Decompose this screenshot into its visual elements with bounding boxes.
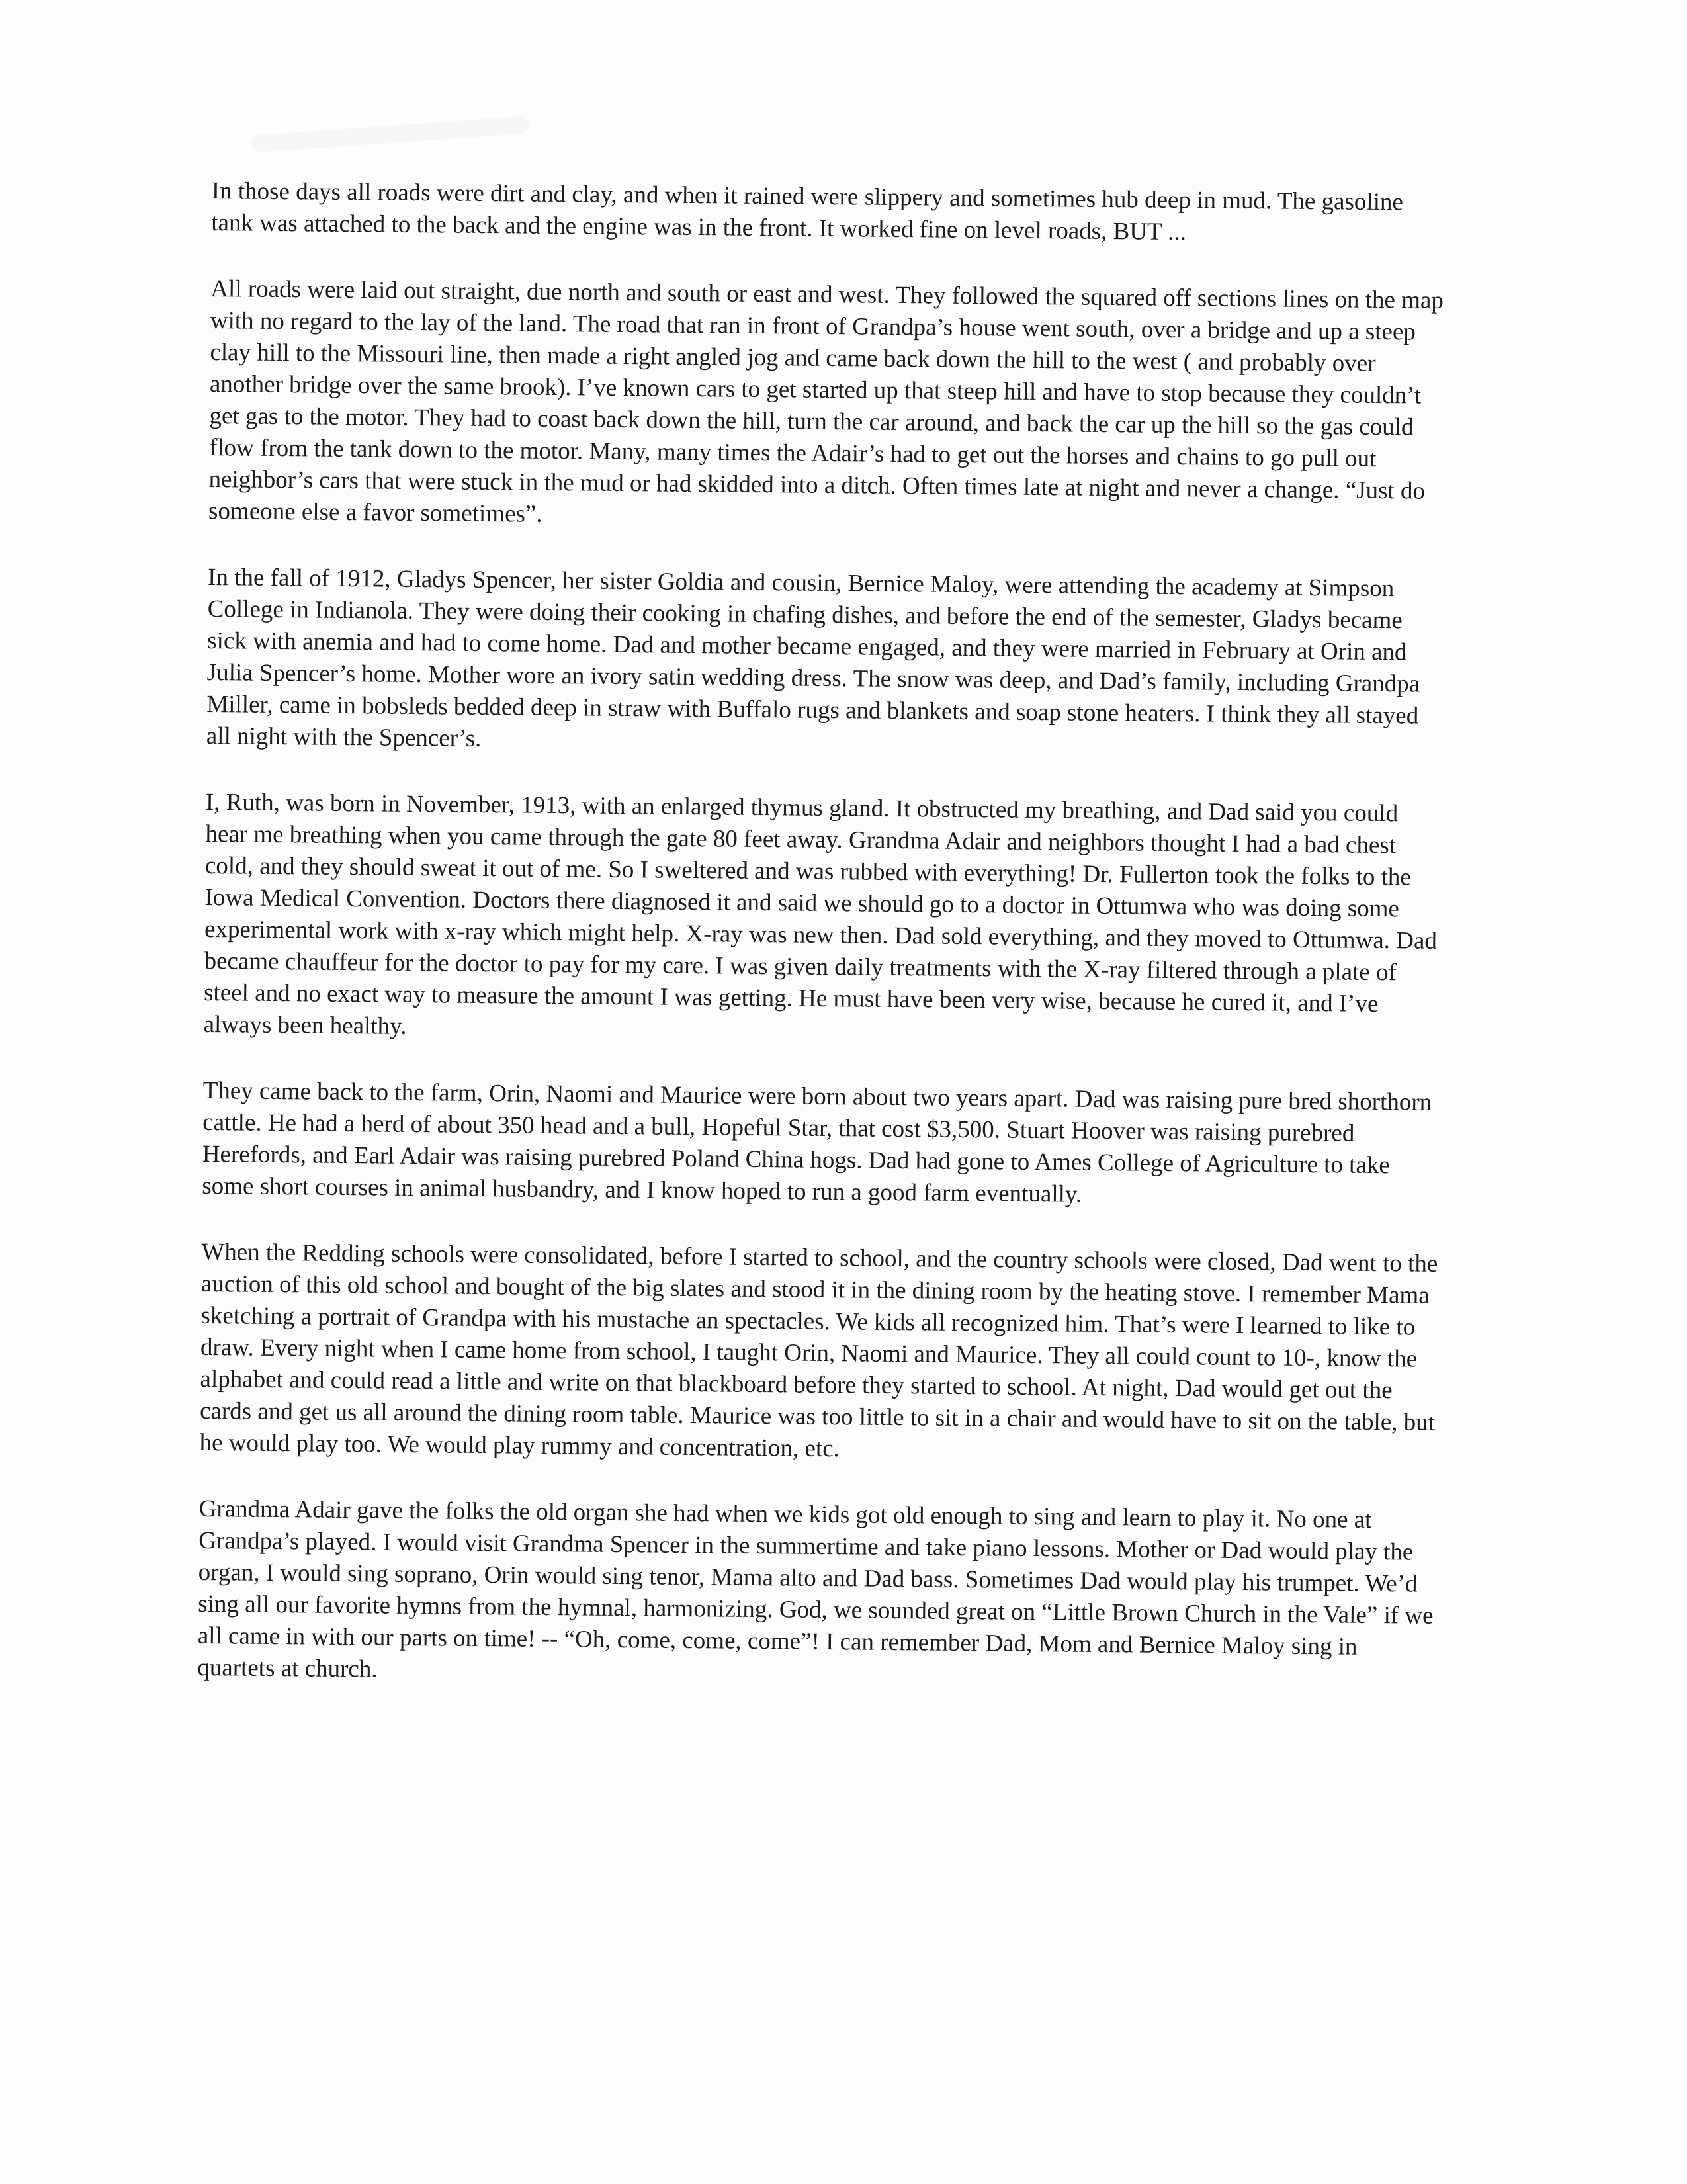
paragraph-farm: They came back to the farm, Orin, Naomi and Maurice were born about two years apart. Dad was raising pure bred shorthorn cattle. He had a herd of about 350 head and a bull, Hopeful Star, that cost $3,500. Stuart Hoover was raising purebred Herefords, and Earl Adair was raising purebred Poland China hogs. Dad had gone to Ames College of Agriculture to take some short courses in animal husbandry, and I know hoped to run a good farm eventually.: [202, 1076, 1432, 1208]
paragraph-redding-schools: When the Redding schools were consolidated, before I started to school, and the country schools were closed, Dad went to the auction of this old school and bought of the big slates and stood it in the dining room by the heating stove. I remember Mama sketching a portrait of Grandpa with his mustache an spectacles. We kids all recognized him. That’s were I learned to like to draw. Every night when I came home from school, I taught Orin, Naomi and Maurice. They all could count to 10-, know the alphabet and could read a little and write on that blackboard before they started to school. At night, Dad would get out the cards and get us all around the dining room table. Maurice was too little to sit in a chair and would have to sit on the table, but he would play too. We would play rummy and concentration, etc.: [199, 1238, 1438, 1463]
faded-mark: [251, 116, 530, 152]
paragraph-section-lines: All roads were laid out straight, due north and south or east and west. They followed the squared off sections lines on the map with no regard to the lay of the land. The road that ran in front of Grandpa’s house went south, over a bridge and up a steep clay hill to the Missouri line, then made a right angled jog and came back down the hill to the west ( and probably over another bridge over the same brook). I’ve known cars to get started up that steep hill and have to stop because they couldn’t get gas to the motor. They had to coast back down the hill, turn the car around, and back the car up the hill so the gas could flow from the tank down to the motor. Many, many times the Adair’s had to get out the horses and chains to go pull out neighbor’s cars that were stuck in the mud or had skidded into a ditch. Often times late at night and never a change. “Just do someone else a favor sometimes”.: [208, 275, 1444, 528]
document-body: [197, 175, 1449, 1696]
paragraph-organ: Grandma Adair gave the folks the old organ she had when we kids got old enough to sing and learn to play it. No one at Grandpa’s played. I would visit Grandma Spencer in the summertime and take piano lessons. Mother or Dad would play the organ, I would sing soprano, Orin would sing tenor, Mama alto and Dad bass. Sometimes Dad would play his trumpet. We’d sing all our favorite hymns from the hymnal, harmonizing. God, we sounded great on “Little Brown Church in the Vale” if we all came in with our parts on time! -- “Oh, come, come, come”! I can remember Dad, Mom and Bernice Maloy sing in quartets at church.: [197, 1495, 1434, 1683]
paragraph-fall-1912: In the fall of 1912, Gladys Spencer, her sister Goldia and cousin, Bernice Maloy, were attending the academy at Simpson College in Indianola. They were doing their cooking in chafing dishes, and before the end of the semester, Gladys became sick with anemia and had to come home. Dad and mother became engaged, and they were married in February at Orin and Julia Spencer’s home. Mother wore an ivory satin wedding dress. The snow was deep, and Dad’s family, including Grandpa Miller, came in bobsleds bedded deep in straw with Buffalo rugs and blankets and soap stone heaters. I think they all stayed all night with the Spencer’s.: [206, 563, 1420, 752]
paragraph-roads: In those days all roads were dirt and clay, and when it rained were slippery and sometimes hub deep in mud. The gasoline tank was attached to the back and the engine was in the front. It worked fine on level roads, BUT ...: [211, 177, 1404, 246]
paragraph-ruth-born: I, Ruth, was born in November, 1913, with an enlarged thymus gland. It obstructed my breathing, and Dad said you could hear me breathing when you came through the gate 80 feet away. Grandma Adair and neighbors thought I had a bad chest cold, and they should sweat it out of me. So I sweltered and was rubbed with everything! Dr. Fullerton took the folks to the Iowa Medical Convention. Doctors there diagnosed it and said we should go to a doctor in Ottumwa who was doing some experimental work with x-ray which might help. X-ray was new then. Dad sold everything, and they moved to Ottumwa. Dad became chauffeur for the doctor to pay for my care. I was given daily treatments with the X-ray filtered through a plate of steel and no exact way to measure the amount I was getting. He must have been very wise, because he cured it, and I’ve always been healthy.: [203, 788, 1438, 1040]
